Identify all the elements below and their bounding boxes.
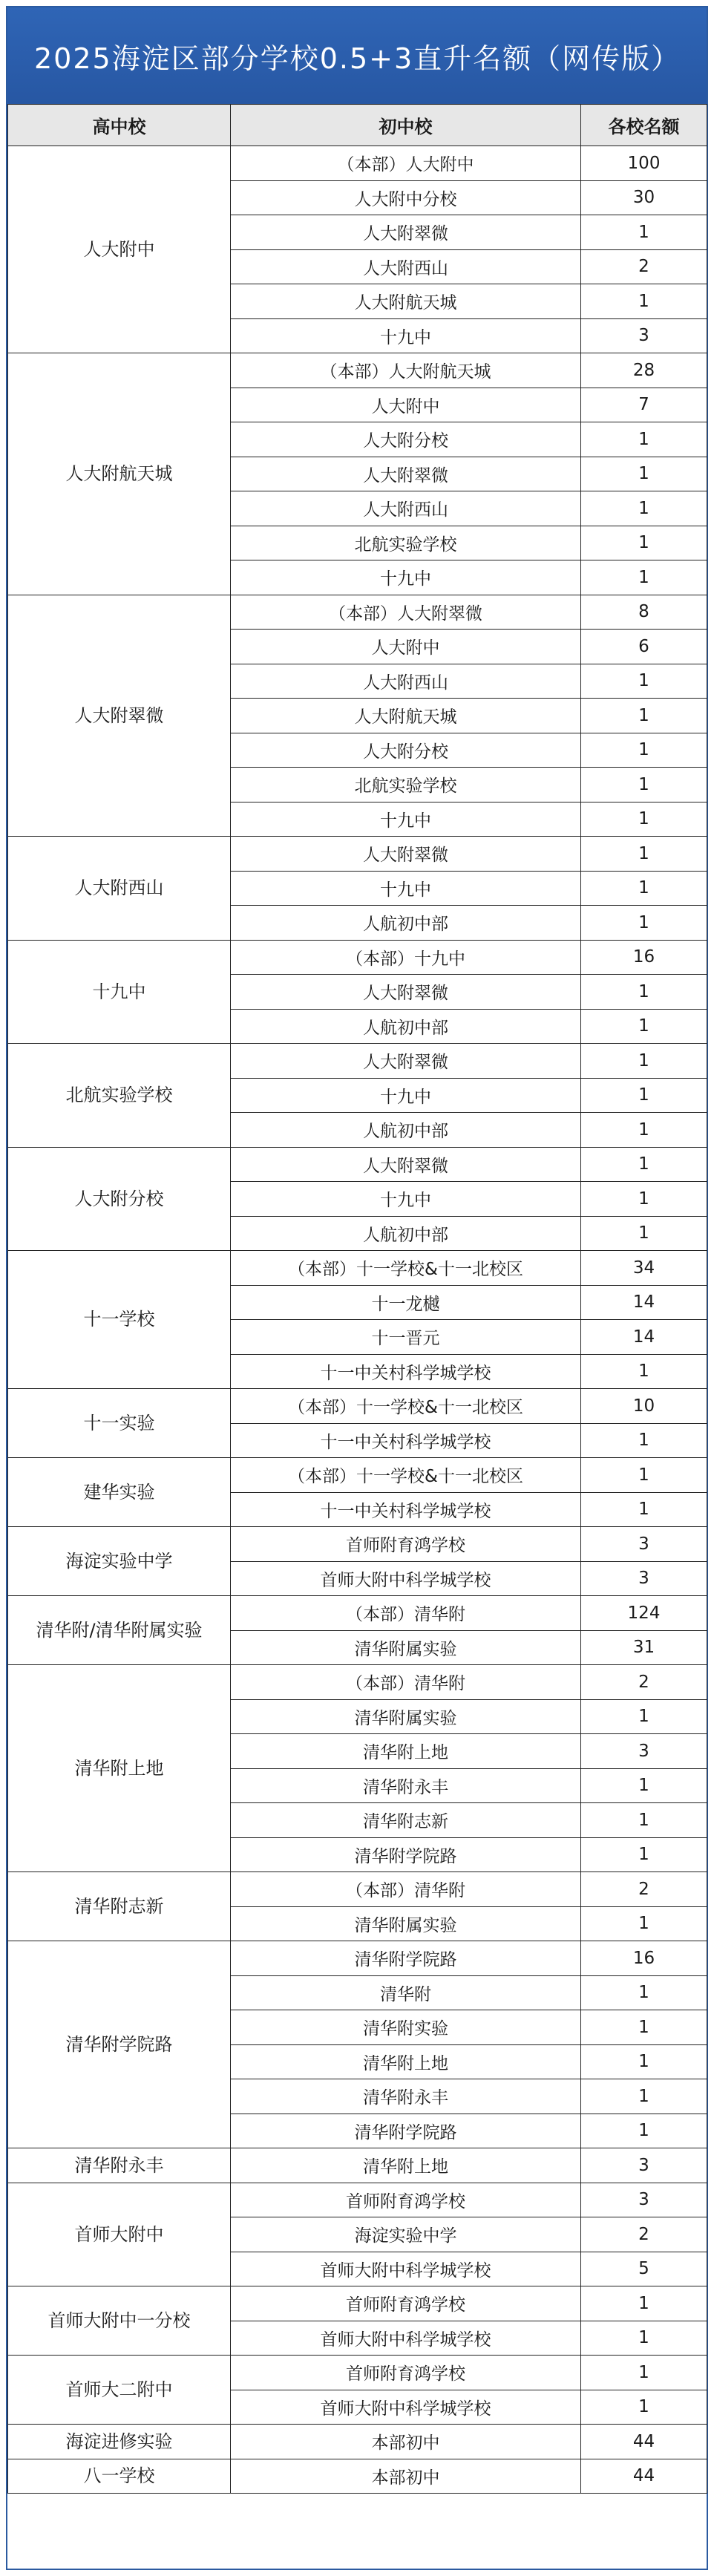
high-school-cell: 人大附西山 — [8, 837, 231, 941]
table-row — [8, 1527, 707, 1562]
middle-school-cell: 十九中 — [231, 1078, 581, 1113]
middle-school-cell: 首师附育鸿学校 — [231, 2286, 581, 2321]
middle-school-cell: 人大附翠微 — [231, 215, 581, 250]
quota-cell: 1 — [581, 1216, 707, 1251]
quota-cell: 1 — [581, 802, 707, 837]
high-school-cell: 八一学校 — [8, 2459, 231, 2494]
quota-cell: 1 — [581, 768, 707, 802]
middle-school-cell: 首师大附中科学城学校 — [231, 1561, 581, 1596]
middle-school-cell: （本部）十九中 — [231, 940, 581, 975]
quota-cell: 1 — [581, 2321, 707, 2356]
quota-cell: 1 — [581, 1113, 707, 1148]
middle-school-cell: 人大附西山 — [231, 491, 581, 526]
middle-school-cell: 首师大附中科学城学校 — [231, 2252, 581, 2286]
quota-cell: 1 — [581, 1803, 707, 1838]
middle-school-cell: （本部）清华附 — [231, 1665, 581, 1700]
quota-cell: 1 — [581, 1182, 707, 1217]
quota-cell: 1 — [581, 1423, 707, 1458]
middle-school-cell: 十九中 — [231, 560, 581, 595]
middle-school-cell: （本部）十一学校&十一北校区 — [231, 1251, 581, 1286]
middle-school-cell: 清华附属实验 — [231, 1906, 581, 1941]
middle-school-cell: 人大附中分校 — [231, 180, 581, 215]
table-row — [8, 2148, 707, 2183]
quota-cell: 14 — [581, 1320, 707, 1355]
middle-school-cell: 十一龙樾 — [231, 1285, 581, 1320]
table-row — [8, 940, 707, 975]
middle-school-cell: 人大附翠微 — [231, 1147, 581, 1182]
high-school-cell: 首师大附中一分校 — [8, 2286, 231, 2356]
middle-school-cell: 本部初中 — [231, 2459, 581, 2494]
middle-school-cell: 十九中 — [231, 802, 581, 837]
quota-cell: 1 — [581, 1354, 707, 1389]
quota-cell: 2 — [581, 2217, 707, 2252]
table-row — [8, 2286, 707, 2321]
document-frame — [6, 6, 708, 2570]
table-row — [8, 1941, 707, 1976]
quota-cell: 3 — [581, 318, 707, 353]
quota-table — [7, 104, 707, 2494]
header-quota: 各校名额 — [581, 105, 707, 146]
high-school-cell: 清华附上地 — [8, 1665, 231, 1872]
middle-school-cell: 首师附育鸿学校 — [231, 2356, 581, 2390]
middle-school-cell: 人航初中部 — [231, 1009, 581, 1044]
middle-school-cell: 人大附中 — [231, 388, 581, 422]
high-school-cell: 十一学校 — [8, 1251, 231, 1389]
quota-cell: 124 — [581, 1596, 707, 1631]
high-school-cell: 清华附志新 — [8, 1872, 231, 1941]
table-row — [8, 1872, 707, 1907]
table-row — [8, 1458, 707, 1493]
quota-cell: 14 — [581, 1285, 707, 1320]
middle-school-cell: （本部）人大附中 — [231, 146, 581, 181]
header-middle-school: 初中校 — [231, 105, 581, 146]
middle-school-cell: 十一中关村科学城学校 — [231, 1423, 581, 1458]
middle-school-cell: （本部）十一学校&十一北校区 — [231, 1458, 581, 1493]
middle-school-cell: 十九中 — [231, 1182, 581, 1217]
quota-cell: 1 — [581, 1492, 707, 1527]
middle-school-cell: 十一中关村科学城学校 — [231, 1492, 581, 1527]
quota-cell: 100 — [581, 146, 707, 181]
middle-school-cell: 本部初中 — [231, 2425, 581, 2459]
quota-cell: 8 — [581, 595, 707, 630]
middle-school-cell: 人大附翠微 — [231, 975, 581, 1010]
middle-school-cell: 人大附翠微 — [231, 1044, 581, 1079]
quota-cell: 1 — [581, 2079, 707, 2114]
quota-cell: 1 — [581, 1009, 707, 1044]
middle-school-cell: 人大附翠微 — [231, 837, 581, 872]
quota-cell: 10 — [581, 1389, 707, 1424]
quota-cell: 1 — [581, 906, 707, 941]
middle-school-cell: 十一晋元 — [231, 1320, 581, 1355]
high-school-cell: 人大附翠微 — [8, 595, 231, 837]
high-school-cell: 十九中 — [8, 940, 231, 1044]
quota-cell: 1 — [581, 837, 707, 872]
middle-school-cell: 人航初中部 — [231, 1216, 581, 1251]
page-title: 2025海淀区部分学校0.5+3直升名额（网传版） — [7, 7, 707, 104]
high-school-cell: 人大附航天城 — [8, 353, 231, 595]
table-row — [8, 1044, 707, 1079]
quota-cell: 1 — [581, 2356, 707, 2390]
quota-cell: 44 — [581, 2425, 707, 2459]
quota-cell: 44 — [581, 2459, 707, 2494]
middle-school-cell: 首师大附中科学城学校 — [231, 2321, 581, 2356]
high-school-cell: 海淀进修实验 — [8, 2425, 231, 2459]
middle-school-cell: 人大附西山 — [231, 664, 581, 699]
middle-school-cell: 清华附实验 — [231, 2010, 581, 2045]
table-row — [8, 1147, 707, 1182]
quota-cell: 1 — [581, 2286, 707, 2321]
high-school-cell: 人大附分校 — [8, 1147, 231, 1251]
middle-school-cell: 清华附属实验 — [231, 1630, 581, 1665]
quota-cell: 1 — [581, 284, 707, 319]
quota-cell: 3 — [581, 1561, 707, 1596]
table-header-row — [8, 105, 707, 146]
quota-cell: 3 — [581, 2183, 707, 2217]
table-row — [8, 1251, 707, 1286]
quota-cell: 5 — [581, 2252, 707, 2286]
quota-cell: 1 — [581, 2044, 707, 2079]
middle-school-cell: （本部）人大附翠微 — [231, 595, 581, 630]
quota-cell: 3 — [581, 1734, 707, 1769]
middle-school-cell: 首师附育鸿学校 — [231, 1527, 581, 1562]
high-school-cell: 建华实验 — [8, 1458, 231, 1527]
quota-cell: 1 — [581, 215, 707, 250]
middle-school-cell: （本部）清华附 — [231, 1596, 581, 1631]
middle-school-cell: 清华附志新 — [231, 1803, 581, 1838]
table-row — [8, 837, 707, 872]
quota-cell: 1 — [581, 1906, 707, 1941]
table-row — [8, 1596, 707, 1631]
quota-cell: 1 — [581, 1147, 707, 1182]
quota-cell: 1 — [581, 1458, 707, 1493]
middle-school-cell: 人大附翠微 — [231, 457, 581, 491]
quota-cell: 1 — [581, 1044, 707, 1079]
table-row — [8, 2425, 707, 2459]
middle-school-cell: 人大附航天城 — [231, 699, 581, 733]
middle-school-cell: 首师附育鸿学校 — [231, 2183, 581, 2217]
quota-cell: 30 — [581, 180, 707, 215]
quota-cell: 6 — [581, 630, 707, 664]
middle-school-cell: 北航实验学校 — [231, 526, 581, 560]
table-body — [8, 146, 707, 2494]
quota-cell: 2 — [581, 249, 707, 284]
quota-cell: 31 — [581, 1630, 707, 1665]
table-row — [8, 146, 707, 181]
middle-school-cell: （本部）十一学校&十一北校区 — [231, 1389, 581, 1424]
quota-cell: 1 — [581, 664, 707, 699]
quota-cell: 3 — [581, 1527, 707, 1562]
middle-school-cell: 人大附中 — [231, 630, 581, 664]
quota-cell: 1 — [581, 733, 707, 768]
quota-cell: 1 — [581, 1699, 707, 1734]
quota-cell: 3 — [581, 2148, 707, 2183]
table-row — [8, 353, 707, 388]
quota-cell: 2 — [581, 1872, 707, 1907]
quota-cell: 1 — [581, 560, 707, 595]
high-school-cell: 海淀实验中学 — [8, 1527, 231, 1596]
quota-cell: 1 — [581, 975, 707, 1010]
quota-cell: 1 — [581, 491, 707, 526]
middle-school-cell: 清华附学院路 — [231, 2114, 581, 2148]
quota-cell: 7 — [581, 388, 707, 422]
high-school-cell: 首师大二附中 — [8, 2356, 231, 2425]
middle-school-cell: 十九中 — [231, 318, 581, 353]
middle-school-cell: 海淀实验中学 — [231, 2217, 581, 2252]
middle-school-cell: 人大附航天城 — [231, 284, 581, 319]
high-school-cell: 十一实验 — [8, 1389, 231, 1458]
quota-cell: 2 — [581, 1665, 707, 1700]
quota-cell: 28 — [581, 353, 707, 388]
middle-school-cell: 清华附学院路 — [231, 1941, 581, 1976]
middle-school-cell: 人大附西山 — [231, 249, 581, 284]
quota-cell: 1 — [581, 422, 707, 457]
middle-school-cell: （本部）清华附 — [231, 1872, 581, 1907]
quota-cell: 1 — [581, 457, 707, 491]
middle-school-cell: 人大附分校 — [231, 733, 581, 768]
quota-cell: 1 — [581, 699, 707, 733]
high-school-cell: 清华附学院路 — [8, 1941, 231, 2148]
table-row — [8, 595, 707, 630]
middle-school-cell: 人大附分校 — [231, 422, 581, 457]
quota-cell: 1 — [581, 1975, 707, 2010]
table-row — [8, 2356, 707, 2390]
middle-school-cell: 清华附学院路 — [231, 1837, 581, 1872]
middle-school-cell: 十九中 — [231, 871, 581, 906]
middle-school-cell: 清华附上地 — [231, 2148, 581, 2183]
quota-cell: 1 — [581, 1078, 707, 1113]
high-school-cell: 清华附/清华附属实验 — [8, 1596, 231, 1665]
quota-cell: 16 — [581, 940, 707, 975]
middle-school-cell: 人航初中部 — [231, 906, 581, 941]
quota-cell: 1 — [581, 1768, 707, 1803]
middle-school-cell: 清华附属实验 — [231, 1699, 581, 1734]
table-row — [8, 1665, 707, 1700]
middle-school-cell: 清华附 — [231, 1975, 581, 2010]
middle-school-cell: 清华附永丰 — [231, 1768, 581, 1803]
high-school-cell: 人大附中 — [8, 146, 231, 353]
quota-cell: 1 — [581, 1837, 707, 1872]
quota-cell: 1 — [581, 871, 707, 906]
middle-school-cell: 人航初中部 — [231, 1113, 581, 1148]
high-school-cell: 北航实验学校 — [8, 1044, 231, 1148]
table-row — [8, 2459, 707, 2494]
quota-cell: 1 — [581, 2010, 707, 2045]
high-school-cell: 首师大附中 — [8, 2183, 231, 2286]
quota-cell: 1 — [581, 2390, 707, 2425]
high-school-cell: 清华附永丰 — [8, 2148, 231, 2183]
middle-school-cell: 首师大附中科学城学校 — [231, 2390, 581, 2425]
header-high-school: 高中校 — [8, 105, 231, 146]
middle-school-cell: （本部）人大附航天城 — [231, 353, 581, 388]
middle-school-cell: 十一中关村科学城学校 — [231, 1354, 581, 1389]
table-row — [8, 1389, 707, 1424]
quota-cell: 1 — [581, 526, 707, 560]
middle-school-cell: 北航实验学校 — [231, 768, 581, 802]
middle-school-cell: 清华附永丰 — [231, 2079, 581, 2114]
table-row — [8, 2183, 707, 2217]
quota-cell: 16 — [581, 1941, 707, 1976]
quota-cell: 1 — [581, 2114, 707, 2148]
middle-school-cell: 清华附上地 — [231, 2044, 581, 2079]
quota-cell: 34 — [581, 1251, 707, 1286]
middle-school-cell: 清华附上地 — [231, 1734, 581, 1769]
